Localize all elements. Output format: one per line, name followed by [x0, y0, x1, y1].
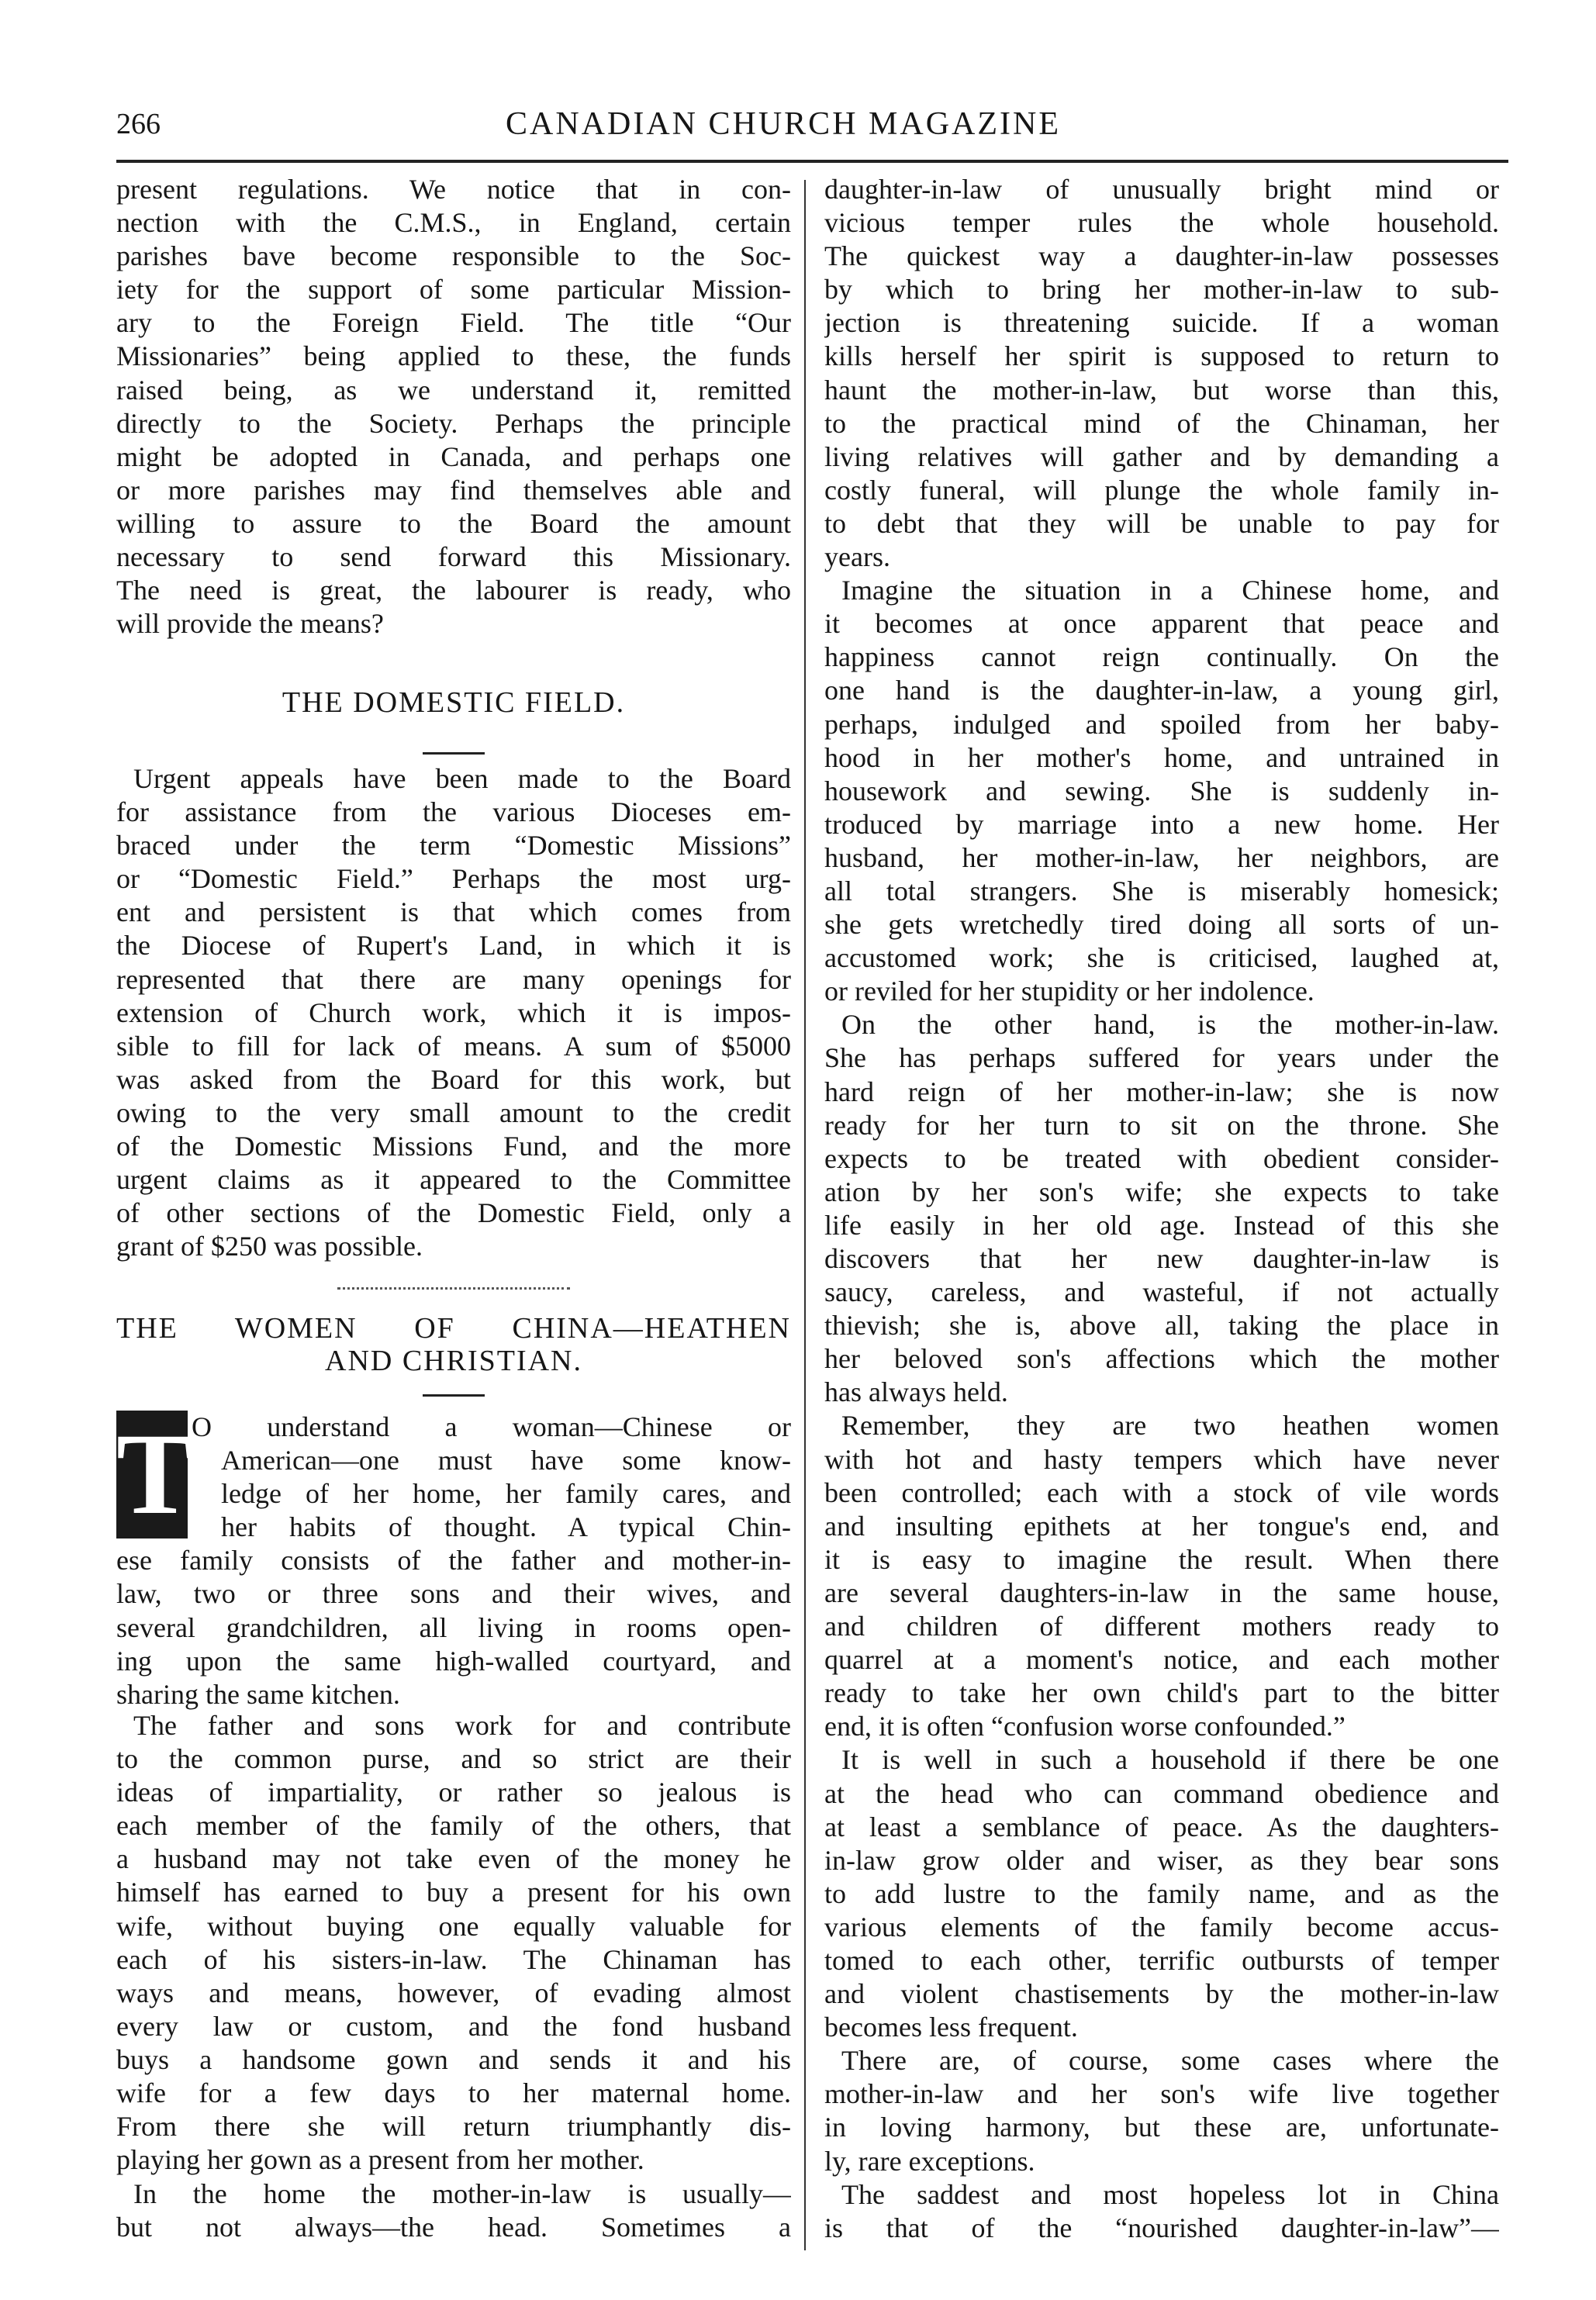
text-line: present regulations. We notice that in con- — [116, 174, 791, 205]
text-line: she gets wretchedly tired doing all sorts of un- — [824, 909, 1499, 941]
text-line: raised being, as we understand it, remitted — [116, 374, 791, 406]
text-line: in-law grow older and wiser, as they bear sons — [824, 1844, 1499, 1876]
paragraph — [824, 1743, 1499, 2044]
text-line: Imagine the situation in a Chinese home, and — [841, 575, 1499, 606]
text-line: will provide the means? — [116, 608, 384, 640]
magazine-title: CANADIAN CHURCH MAGAZINE — [506, 106, 1061, 142]
text-line: ready to take her own child's part to the bitter — [824, 1677, 1499, 1709]
text-line: each of his sisters-in-law. The Chinaman has — [116, 1943, 791, 1975]
text-line: living relatives will gather and by demanding a — [824, 440, 1499, 472]
right-column-text — [824, 173, 1499, 2245]
text-line: Missionaries” being applied to these, the funds — [116, 340, 791, 372]
text-line: housework and sewing. She is suddenly in- — [824, 775, 1499, 806]
text-line: American—one must have some know- — [221, 1445, 791, 1476]
paragraph — [824, 173, 1499, 574]
text-line: wife, without buying one equally valuable for — [116, 1910, 791, 1942]
heading-rule — [423, 752, 485, 755]
page-number: 266 — [116, 108, 161, 140]
text-line: sible to fill for lack of means. A sum of $5000 — [116, 1030, 791, 1062]
text-line: She has perhaps suffered for years under the — [824, 1042, 1499, 1074]
text-line: are several daughters-in-law in the same house, — [824, 1577, 1499, 1608]
text-line: represented that there are many openings for — [116, 963, 791, 995]
text-line: kills herself her spirit is supposed to return to — [824, 340, 1499, 372]
text-line: buys a handsome gown and sends it and his — [116, 2043, 791, 2075]
text-line: law, two or three sons and their wives, and — [116, 1578, 791, 1610]
text-line: ing upon the same high-walled courtyard, and — [116, 1645, 791, 1677]
section-heading-domestic-field: THE DOMESTIC FIELD. — [282, 686, 626, 719]
paragraph-mother-in-law — [116, 2177, 791, 2244]
text-line: it becomes at once apparent that peace and — [824, 608, 1499, 640]
text-line: and violent chastisements by the mother-in-law — [824, 1978, 1499, 2010]
text-line: and children of different mothers ready to — [824, 1611, 1499, 1642]
text-line: sharing the same kitchen. — [116, 1678, 400, 1710]
text-line: It is well in such a household if there be one — [841, 1744, 1499, 1776]
text-line: iety for the support of some particular Mission- — [116, 274, 791, 306]
text-line: vicious temper rules the whole household. — [824, 207, 1499, 239]
text-line: to the common purse, and so strict are their — [116, 1743, 791, 1775]
text-line: ation by her son's wife; she expects to take — [824, 1176, 1499, 1207]
paragraph — [824, 1008, 1499, 1409]
article-title-line-2: AND CHRISTIAN. — [325, 1345, 582, 1377]
text-line: tomed to each other, terrific outbursts of temper — [824, 1944, 1499, 1976]
paragraph — [824, 2178, 1499, 2245]
text-line: it is easy to imagine the result. When there — [824, 1543, 1499, 1575]
text-line: thievish; she is, above all, taking the place in — [824, 1310, 1499, 1342]
paragraph-father-and-sons — [116, 1709, 791, 2177]
text-line: each member of the family of the others, that — [116, 1810, 791, 1842]
text-line: of the Domestic Missions Fund, and the more — [116, 1131, 791, 1162]
text-line: ready for her turn to sit on the throne. She — [824, 1109, 1499, 1141]
text-line: end, it is often “confusion worse confounded.” — [824, 1711, 1346, 1742]
paragraph-missionary — [116, 173, 791, 641]
text-line: troduced by marriage into a new home. Her — [824, 808, 1499, 840]
text-line: is that of the “nourished daughter-in-law”— — [824, 2212, 1499, 2243]
text-line: nection with the C.M.S., in England, certain — [116, 207, 791, 239]
text-line: accustomed work; she is criticised, laughed at, — [824, 942, 1499, 974]
text-line: saucy, careless, and wasteful, if not actually — [824, 1276, 1499, 1308]
text-line: costly funeral, will plunge the whole family in- — [824, 474, 1499, 506]
text-line: might be adopted in Canada, and perhaps one — [116, 440, 791, 472]
paragraph — [824, 574, 1499, 1008]
text-line: Remember, they are two heathen women — [841, 1410, 1499, 1442]
text-line: expects to be treated with obedient consider- — [824, 1142, 1499, 1174]
text-line: The need is great, the labourer is ready, who — [116, 575, 791, 606]
text-line: husband, her mother-in-law, her neighbors, are — [824, 841, 1499, 873]
intro-lines — [116, 1411, 791, 1711]
text-line: The father and sons work for and contribute — [133, 1710, 791, 1741]
article-title-line-1: THE WOMEN OF CHINA—HEATHEN — [116, 1312, 791, 1345]
text-line: every law or custom, and the fond husband — [116, 2010, 791, 2042]
text-line: but not always—the head. Sometimes a — [116, 2212, 791, 2243]
text-line: mother-in-law and her son's wife live together — [824, 2078, 1499, 2110]
text-line: necessary to send forward this Missionary. — [116, 541, 791, 573]
text-line: On the other hand, is the mother-in-law. — [841, 1009, 1499, 1041]
text-line: playing her gown as a present from her mother. — [116, 2144, 644, 2176]
title-rule — [423, 1394, 485, 1397]
text-line: ent and persistent is that which comes from — [116, 896, 791, 928]
text-line: at least a semblance of peace. As the daughters- — [824, 1811, 1499, 1842]
text-line: directly to the Society. Perhaps the principle — [116, 407, 791, 439]
text-line: for assistance from the various Dioceses em- — [116, 796, 791, 828]
text-line: Urgent appeals have been made to the Board — [133, 763, 791, 794]
text-line: several grandchildren, all living in rooms open- — [116, 1611, 791, 1643]
text-line: owing to the very small amount to the credit — [116, 1096, 791, 1128]
text-line: haunt the mother-in-law, but worse than this, — [824, 374, 1499, 406]
text-line: all total strangers. She is miserably homesick; — [824, 875, 1499, 907]
text-line: urgent claims as it appeared to the Committee — [116, 1164, 791, 1196]
paragraph — [824, 2044, 1499, 2177]
text-line: wife for a few days to her maternal home. — [116, 2077, 791, 2109]
text-line: life easily in her old age. Instead of this she — [824, 1209, 1499, 1241]
text-line: to debt that they will be unable to pay for — [824, 507, 1499, 539]
text-line: has always held. — [824, 1376, 1008, 1408]
text-line: years. — [824, 541, 890, 573]
text-line: been controlled; each with a stock of vile words — [824, 1476, 1499, 1508]
text-line: himself has earned to buy a present for his own — [116, 1877, 791, 1908]
header-rule — [116, 160, 1508, 163]
text-line: From there she will return triumphantly dis- — [116, 2111, 791, 2143]
text-line: to add lustre to the family name, and as the — [824, 1877, 1499, 1909]
text-line: was asked from the Board for this work, but — [116, 1063, 791, 1095]
column-divider — [804, 180, 806, 2250]
text-line: or more parishes may find themselves able and — [116, 474, 791, 506]
text-line: by which to bring her mother-in-law to sub- — [824, 274, 1499, 306]
text-line: the Diocese of Rupert's Land, in which it is — [116, 930, 791, 962]
text-line: hood in her mother's home, and untrained in — [824, 741, 1499, 773]
text-line: a husband may not take even of the money he — [116, 1843, 791, 1875]
text-line: O understand a woman—Chinese or — [192, 1411, 791, 1442]
text-line: ledge of her home, her family cares, and — [221, 1478, 791, 1510]
text-line: In the home the mother-in-law is usually— — [133, 2178, 791, 2209]
text-line: ese family consists of the father and mother-in- — [116, 1545, 791, 1577]
text-line: The quickest way a daughter-in-law possesses — [824, 240, 1499, 272]
paragraph-intro — [116, 1411, 791, 1711]
text-line: and insulting epithets at her tongue's end, and — [824, 1510, 1499, 1542]
text-line: or reviled for her stupidity or her indolence. — [824, 976, 1314, 1007]
text-line: quarrel at a moment's notice, and each mother — [824, 1644, 1499, 1676]
text-line: becomes less frequent. — [824, 2012, 1078, 2043]
text-line: grant of $250 was possible. — [116, 1231, 423, 1262]
section-separator — [337, 1287, 570, 1290]
text-line: ary to the Foreign Field. The title “Our — [116, 307, 791, 339]
text-line: extension of Church work, which it is impos- — [116, 996, 791, 1028]
text-line: perhaps, indulged and spoiled from her baby- — [824, 708, 1499, 740]
text-line: happiness cannot reign continually. On the — [824, 641, 1499, 673]
text-line: with hot and hasty tempers which have never — [824, 1443, 1499, 1475]
text-line: The saddest and most hopeless lot in China — [841, 2178, 1499, 2210]
paragraph — [824, 1409, 1499, 1743]
text-line: There are, of course, some cases where the — [841, 2045, 1499, 2077]
text-line: to the practical mind of the Chinaman, her — [824, 407, 1499, 439]
text-line: parishes bave become responsible to the Soc- — [116, 240, 791, 272]
text-line: ideas of impartiality, or rather so jealous is — [116, 1777, 791, 1808]
text-line: one hand is the daughter-in-law, a young girl, — [824, 675, 1499, 706]
text-line: various elements of the family become accus- — [824, 1911, 1499, 1943]
text-line: braced under the term “Domestic Missions” — [116, 830, 791, 862]
text-line: at the head who can command obedience and — [824, 1777, 1499, 1809]
text-line: discovers that her new daughter-in-law is — [824, 1243, 1499, 1274]
text-line: her habits of thought. A typical Chin- — [221, 1511, 791, 1543]
paragraph-domestic-field — [116, 762, 791, 1263]
text-line: daughter-in-law of unusually bright mind or — [824, 174, 1499, 205]
text-line: jection is threatening suicide. If a woman — [824, 307, 1499, 339]
text-line: in loving harmony, but these are, unfortunate- — [824, 2112, 1499, 2143]
text-line: of other sections of the Domestic Field, only a — [116, 1197, 791, 1229]
text-line: ly, rare exceptions. — [824, 2145, 1035, 2177]
text-line: hard reign of her mother-in-law; she is now — [824, 1076, 1499, 1107]
dropcap-letter: T — [116, 1410, 195, 1539]
text-line: her beloved son's affections which the mother — [824, 1343, 1499, 1375]
text-line: ways and means, however, of evading almost — [116, 1977, 791, 2008]
text-line: willing to assure to the Board the amount — [116, 507, 791, 539]
text-line: or “Domestic Field.” Perhaps the most urg- — [116, 863, 791, 895]
